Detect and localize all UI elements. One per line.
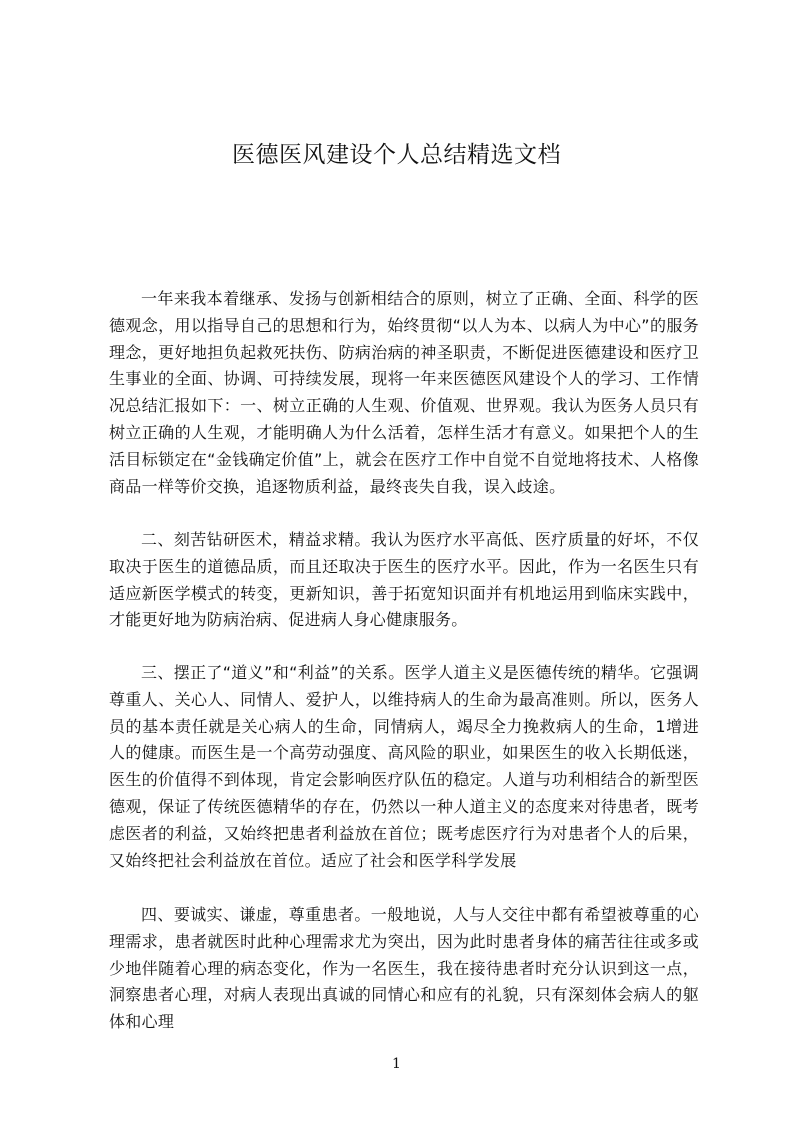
paragraph-3 xyxy=(109,660,699,874)
paragraph-text: 四、要诚实、谦虚，尊重患者。一般地说，人与人交往中都有希望被尊重的心理需求，患者就医时此种心理需求尤为突出，因为此时患者身体的痛苦往往或多或少地伴随着心理的病态变化，作为一名医生，我在接待患者时充分认识到这一点，洞察患者心理，对病人表现出真诚的同情心和应有的礼貌，只有深刻体会病人的躯体和心理 xyxy=(109,905,699,1032)
paragraph-1 xyxy=(109,286,699,500)
paragraph-2 xyxy=(109,527,699,634)
document-title: 医德医风建设个人总结精选文档 xyxy=(232,142,561,168)
paragraph-4 xyxy=(109,902,699,1036)
paragraph-text: 二、刻苦钻研医术，精益求精。我认为医疗水平高低、医疗质量的好坏，不仅取决于医生的道德品质，而且还取决于医生的医疗水平。因此，作为一名医生只有适应新医学模式的转变，更新知识，善于拓宽知识面并有机地运用到临床实践中，才能更好地为防病治病、促进病人身心健康服务。 xyxy=(109,530,699,630)
page-number: 1 xyxy=(392,1056,401,1072)
paragraph-text: 三、摆正了“道义”和“利益”的关系。医学人道主义是医德传统的精华。它强调尊重人、关心人、同情人、爱护人，以维持病人的生命为最高准则。所以，医务人员的基本责任就是关心病人的生命，同情病人，竭尽全力挽救病人的生命，1增进人的健康。而医生是一个高劳动强度、高风险的职业，如果医生的收入长期低迷，医生的价值得不到体现，肯定会影响医疗队伍的稳定。人道与功利相结合的新型医德观，保证了传统医德精华的存在，仍然以一种人道主义的态度来对待患者，既考虑医者的利益，又始终把患者利益放在首位；既考虑医疗行为对患者个人的后果，又始终把社会利益放在首位。适应了社会和医学科学发展 xyxy=(109,663,699,870)
paragraph-text: 一年来我本着继承、发扬与创新相结合的原则，树立了正确、全面、科学的医德观念，用以指导自己的思想和行为，始终贯彻“以人为本、以病人为中心”的服务理念，更好地担负起救死扶伤、防病治病的神圣职责，不断促进医德建设和医疗卫生事业的全面、协调、可持续发展，现将一年来医德医风建设个人的学习、工作情况总结汇报如下：一、树立正确的人生观、价值观、世界观。我认为医务人员只有树立正确的人生观，才能明确人为什么活着，怎样生活才有意义。如果把个人的生活目标锁定在“金钱确定价值”上，就会在医疗工作中自觉不自觉地将技术、人格像商品一样等价交换，追逐物质利益，最终丧失自我，误入歧途。 xyxy=(109,289,699,496)
